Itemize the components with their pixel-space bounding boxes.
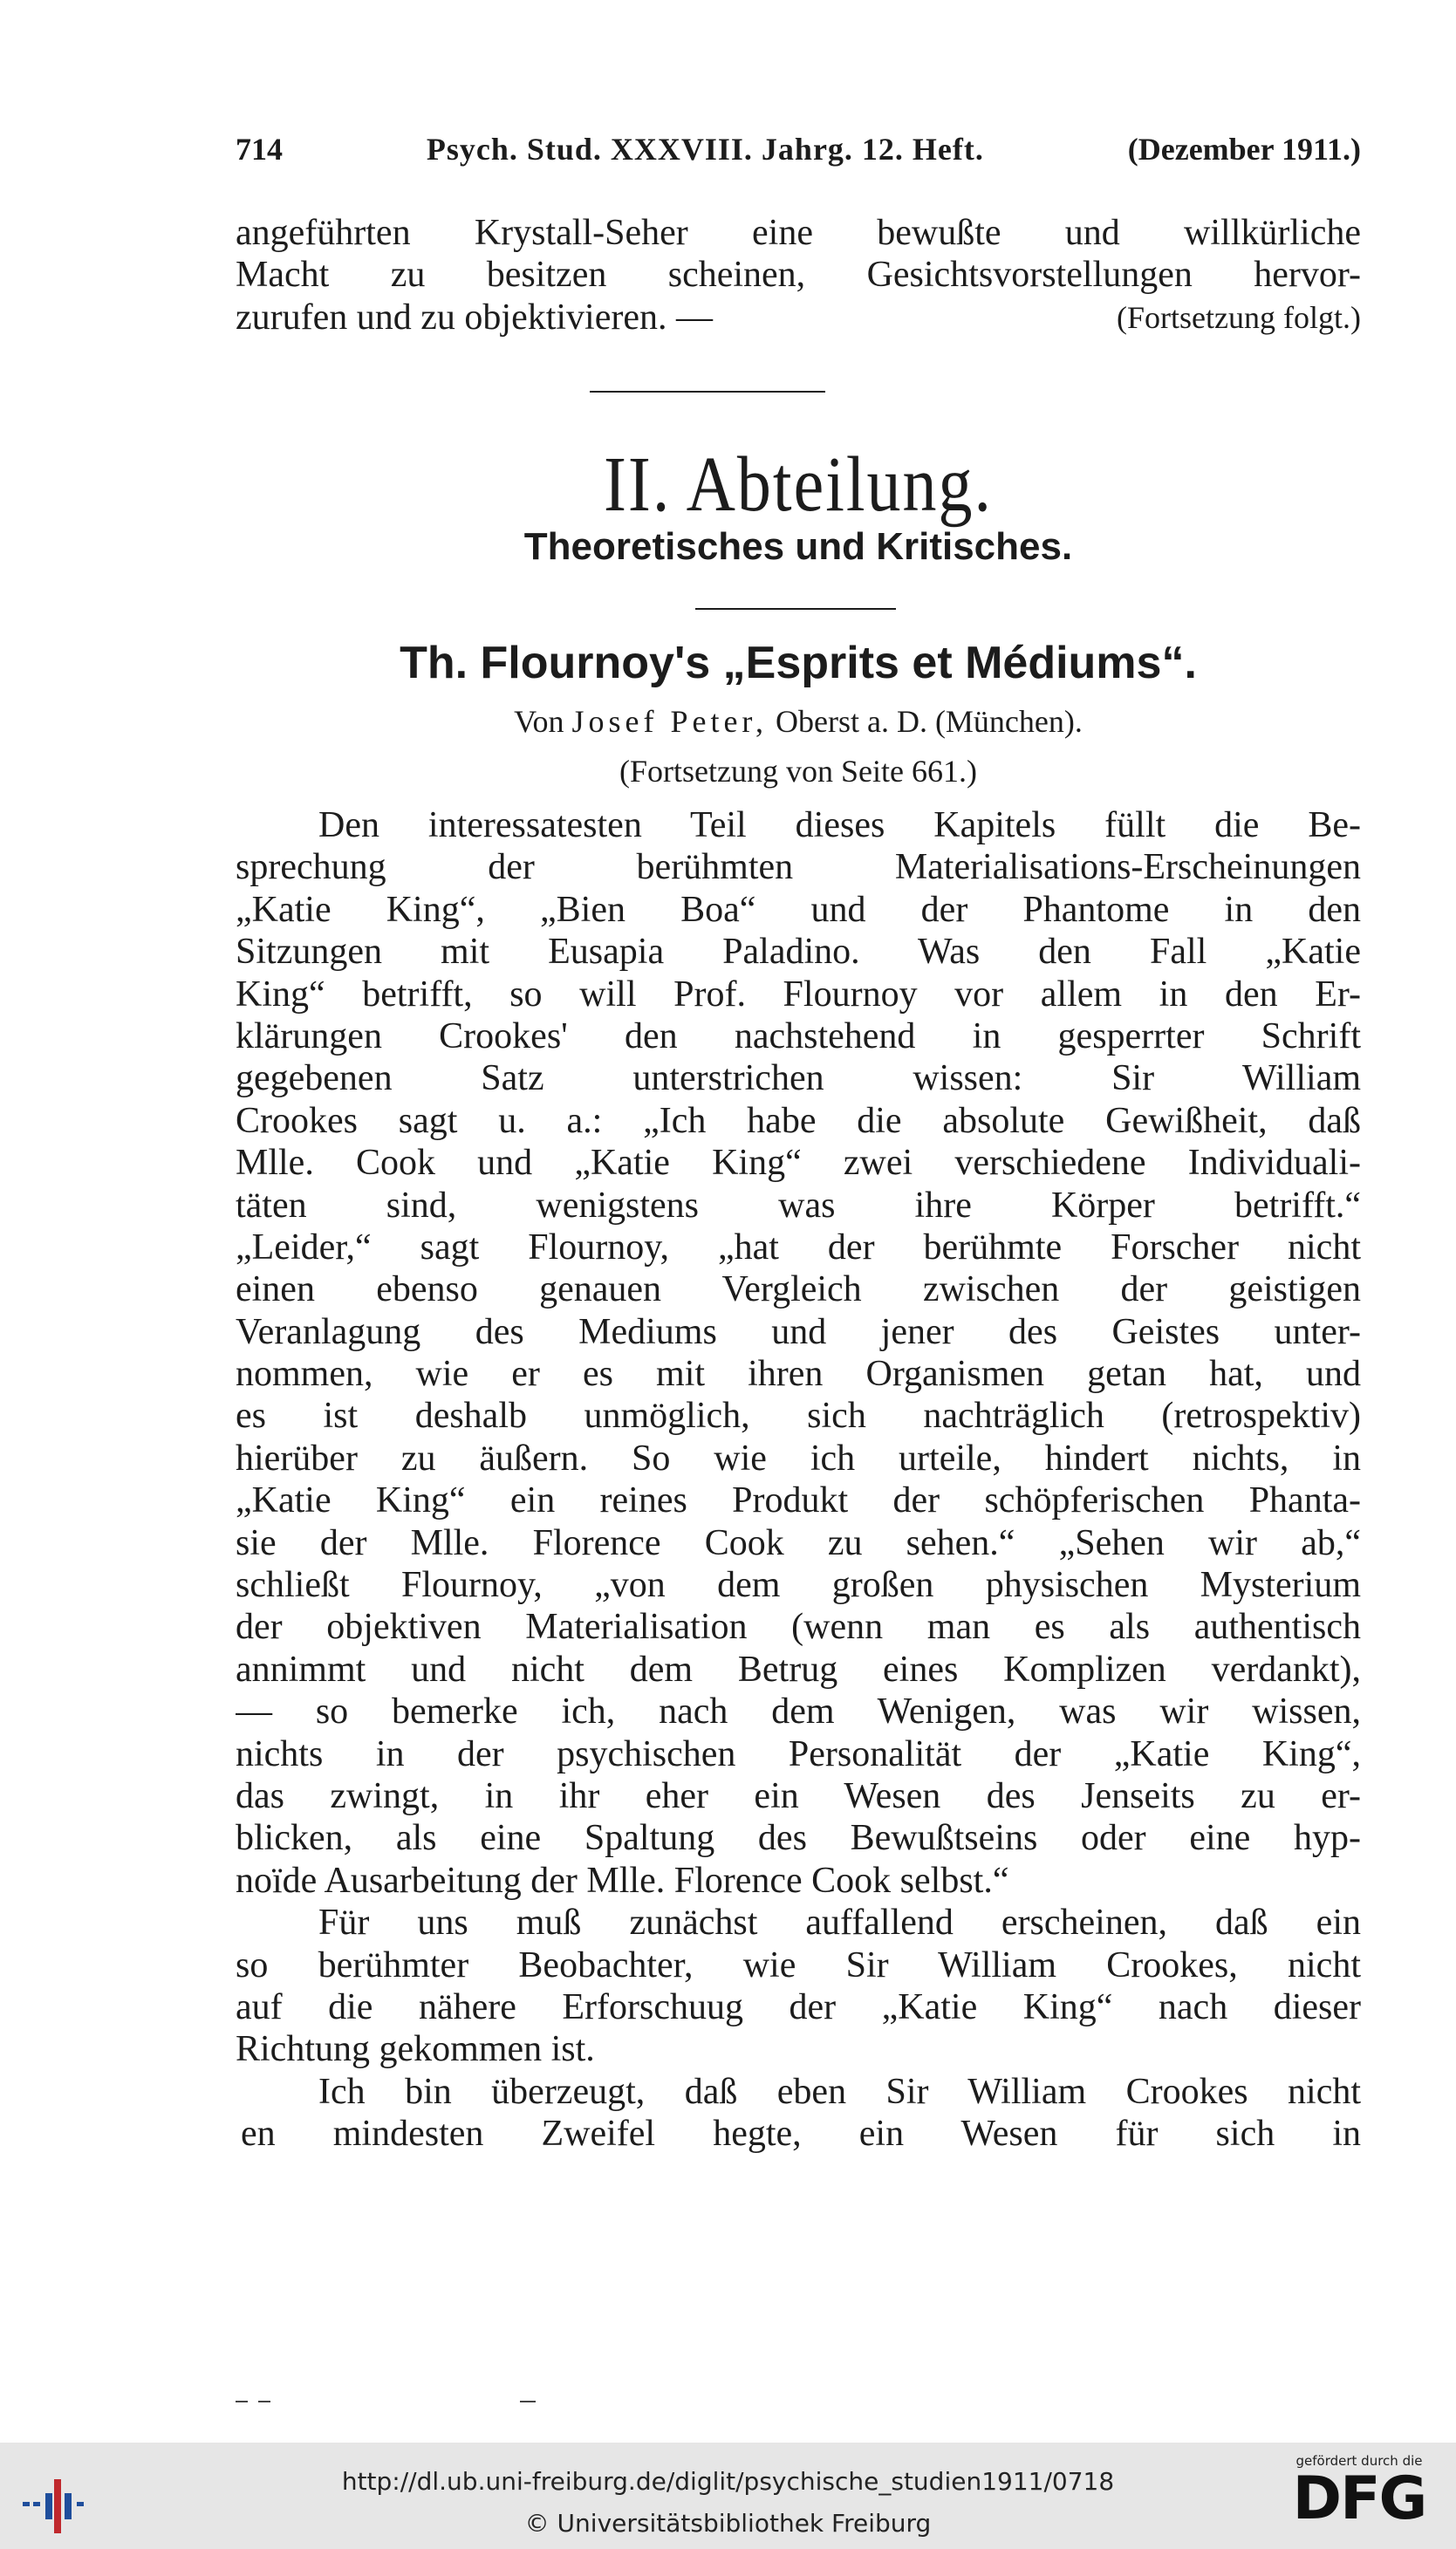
text-line: Mlle. Cook und „Katie King“ zwei verschiedene Individuali- bbox=[236, 1143, 1361, 1184]
running-head bbox=[236, 131, 1361, 167]
text-line: klärungen Crookes' den nachstehend in gesperrter Schrift bbox=[236, 1015, 1361, 1056]
text-line: „Katie King“ ein reines Produkt der schöpferischen Phanta- bbox=[236, 1480, 1361, 1521]
text-line: Macht zu besitzen scheinen, Gesichtsvorstellungen hervor- bbox=[236, 255, 1361, 296]
text-line: hierüber zu äußern. So wie ich urteile, hindert nichts, in bbox=[236, 1438, 1361, 1479]
copyright-notice: © Universitätsbibliothek Freiburg bbox=[524, 2509, 932, 2538]
intro-paragraph bbox=[236, 212, 1361, 338]
byline-author: Josef Peter, bbox=[571, 704, 768, 739]
text-line: nichts in der psychischen Personalität der „Katie King“, bbox=[236, 1733, 1361, 1774]
text-line: Den interessatesten Teil dieses Kapitels füllt die Be- bbox=[318, 805, 1361, 845]
byline bbox=[236, 703, 1361, 740]
text-line: Veranlagung des Mediums und jener des Geistes unter- bbox=[236, 1311, 1361, 1352]
text-line: auf die nähere Erforschuug der „Katie King“ nach dieser bbox=[236, 1986, 1361, 2027]
text-line: sprechung der berühmten Materialisations-Erscheinungen bbox=[236, 847, 1361, 888]
text-line: Ich bin überzeugt, daß eben Sir William Crookes nicht bbox=[318, 2071, 1361, 2112]
text-line: gegebenen Satz unterstrichen wissen: Sir William bbox=[236, 1058, 1361, 1099]
text-line: Crookes sagt u. a.: „Ich habe die absolute Gewißheit, daß bbox=[236, 1100, 1361, 1141]
print-mark bbox=[258, 2401, 270, 2402]
text-line: blicken, als eine Spaltung des Bewußtseins oder eine hyp- bbox=[236, 1818, 1361, 1859]
text-line: „Leider,“ sagt Flournoy, „hat der berühmte Forscher nicht bbox=[236, 1227, 1361, 1268]
text-line: angeführten Krystall-Seher eine bewußte und willkürliche bbox=[236, 213, 1361, 253]
text-line: „Katie King“, „Bien Boa“ und der Phantome in den bbox=[236, 889, 1361, 930]
section-subheading: Theoretisches und Kritisches. bbox=[523, 525, 1073, 568]
separator-rule bbox=[590, 391, 825, 393]
text-line: nommen, wie er es mit ihren Organismen getan hat, und bbox=[236, 1354, 1361, 1395]
issue-date: (Dezember 1911.) bbox=[1127, 132, 1361, 167]
text-line: annimmt und nicht dem Betrug eines Komplizen verdankt), bbox=[236, 1649, 1361, 1690]
continued-from-note: (Fortsetzung von Seite 661.) bbox=[619, 754, 977, 789]
text-line-content: zurufen und zu objektivieren. — bbox=[236, 297, 713, 338]
text-line: so berühmter Beobachter, wie Sir William Crookes, nicht bbox=[236, 1944, 1361, 1985]
print-mark bbox=[520, 2401, 536, 2402]
text-line: täten sind, wenigstens was ihre Körper betrifft.“ bbox=[236, 1185, 1361, 1226]
article-body bbox=[236, 804, 1361, 2156]
text-line: Sitzungen mit Eusapia Paladino. Was den Fall „Katie bbox=[236, 932, 1361, 973]
text-line: das zwingt, in ihr eher ein Wesen des Jenseits zu er- bbox=[236, 1775, 1361, 1816]
text-line: en mindesten Zweifel hegte, ein Wesen für sich in bbox=[241, 2114, 1361, 2155]
text-line: Richtung gekommen ist. bbox=[236, 2029, 595, 2070]
section-heading: II. Abteilung. bbox=[603, 440, 994, 528]
text-line: Für uns muß zunächst auffallend erscheinen, daß ein bbox=[318, 1903, 1361, 1944]
text-line: es ist deshalb unmöglich, sich nachträglich (retrospektiv) bbox=[236, 1396, 1361, 1437]
dfg-funding-logo[interactable] bbox=[1276, 2453, 1442, 2533]
print-mark bbox=[236, 2401, 248, 2402]
viewer-footer bbox=[0, 2443, 1456, 2549]
continuation-note: (Fortsetzung folgt.) bbox=[1117, 299, 1361, 335]
journal-title: Psych. Stud. XXXVIII. Jahrg. 12. Heft. bbox=[426, 132, 984, 167]
text-line: der objektiven Materialisation (wenn man es als authentisch bbox=[236, 1607, 1361, 1648]
article-title: Th. Flournoy's „Esprits et Médiums“. bbox=[400, 638, 1197, 688]
permalink-url[interactable]: http://dl.ub.uni-freiburg.de/diglit/psychische_studien1911/0718 bbox=[341, 2467, 1115, 2496]
byline-prefix: Von bbox=[514, 704, 564, 739]
text-line: King“ betrifft, so will Prof. Flournoy vor allem in den Er- bbox=[236, 974, 1361, 1015]
funding-caption: gefördert durch die bbox=[1295, 2453, 1423, 2469]
separator-rule bbox=[695, 608, 896, 610]
text-line: — so bemerke ich, nach dem Wenigen, was wir wissen, bbox=[236, 1691, 1361, 1732]
text-line: einen ebenso genauen Vergleich zwischen der geistigen bbox=[236, 1269, 1361, 1310]
text-line: sie der Mlle. Florence Cook zu sehen.“ „Sehen wir ab,“ bbox=[236, 1522, 1361, 1563]
text-line: noïde Ausarbeitung der Mlle. Florence Cook selbst.“ bbox=[236, 1860, 1009, 1901]
page-number: 714 bbox=[236, 132, 283, 167]
byline-suffix: Oberst a. D. (München). bbox=[775, 704, 1083, 739]
text-line bbox=[236, 297, 1361, 338]
text-line: schließt Flournoy, „von dem großen physischen Mysterium bbox=[236, 1565, 1361, 1606]
dfg-logo-text: DFG bbox=[1292, 2464, 1426, 2533]
